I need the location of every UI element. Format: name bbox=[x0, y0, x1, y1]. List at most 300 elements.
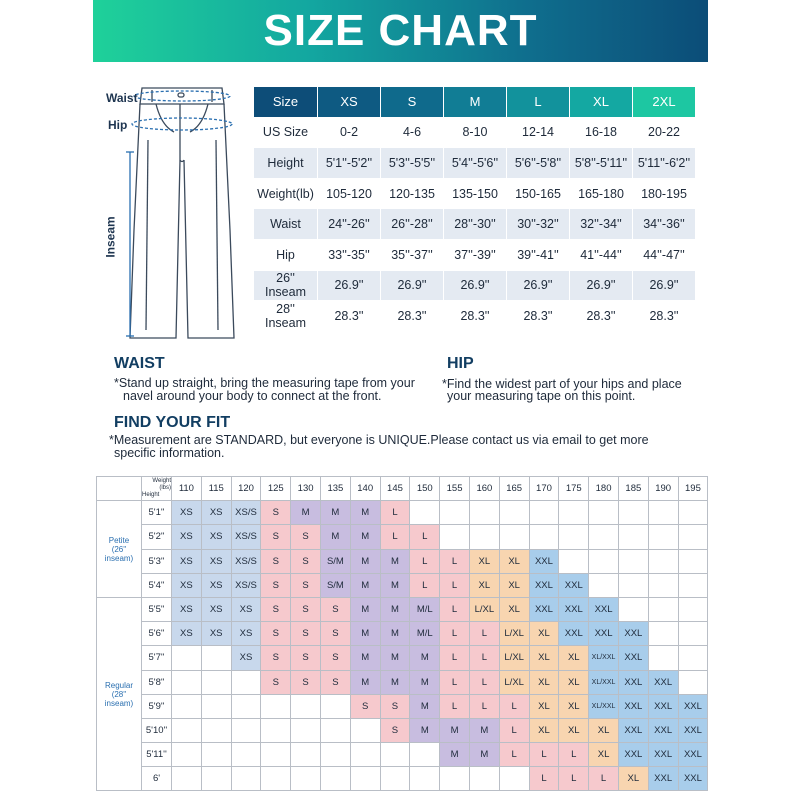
fit-size-cell: S/M bbox=[320, 549, 350, 573]
size-cell: 30''-32'' bbox=[507, 209, 570, 240]
size-cell: 105-120 bbox=[318, 179, 381, 210]
size-cell: 28.3'' bbox=[570, 301, 633, 332]
fit-size-cell: XXL bbox=[529, 597, 559, 621]
size-cell: 33''-35'' bbox=[318, 240, 381, 271]
weight-header-cell: 155 bbox=[440, 477, 470, 501]
fit-size-cell: XS/S bbox=[231, 501, 261, 525]
fit-size-cell: S/M bbox=[320, 573, 350, 597]
fit-size-cell: S bbox=[291, 597, 321, 621]
title-banner bbox=[93, 0, 708, 62]
fit-size-cell: XXL bbox=[648, 743, 678, 767]
fit-size-cell: XS bbox=[172, 525, 202, 549]
fit-size-cell: XL bbox=[589, 743, 619, 767]
fit-row bbox=[97, 694, 708, 718]
weight-header-cell: 195 bbox=[678, 477, 708, 501]
size-table bbox=[254, 87, 696, 332]
fit-size-cell: S bbox=[261, 646, 291, 670]
fit-size-cell: XL bbox=[559, 670, 589, 694]
fit-size-cell bbox=[201, 718, 231, 742]
fit-group-name: Petite bbox=[108, 535, 130, 545]
fit-size-cell bbox=[350, 718, 380, 742]
fit-size-cell: M bbox=[380, 670, 410, 694]
fit-size-cell: XL/XXL bbox=[589, 646, 619, 670]
fit-size-cell: XL bbox=[559, 694, 589, 718]
size-cell: 39''-41'' bbox=[507, 240, 570, 271]
corner-weight-label: Weight (lbs) bbox=[152, 478, 171, 492]
fit-size-cell: XXL bbox=[678, 767, 708, 791]
fit-size-cell: L bbox=[529, 767, 559, 791]
fit-size-cell: S bbox=[261, 670, 291, 694]
size-header-cell: Size bbox=[254, 87, 318, 118]
fit-size-cell bbox=[589, 525, 619, 549]
corner-height-label: Height bbox=[142, 492, 160, 499]
fit-size-cell: M bbox=[380, 622, 410, 646]
fit-size-cell: XL bbox=[559, 646, 589, 670]
fit-size-cell: L bbox=[469, 646, 499, 670]
weight-header-cell: 150 bbox=[410, 477, 440, 501]
fit-size-cell: L bbox=[410, 573, 440, 597]
height-label-cell: 5'3'' bbox=[142, 549, 172, 573]
size-cell: 26.9'' bbox=[507, 271, 570, 302]
size-cell: 28.3'' bbox=[318, 301, 381, 332]
fit-size-cell: XL bbox=[529, 670, 559, 694]
fit-size-cell: XL bbox=[529, 646, 559, 670]
fit-row bbox=[97, 646, 708, 670]
weight-header-cell: 165 bbox=[499, 477, 529, 501]
fit-size-cell: XS/S bbox=[231, 525, 261, 549]
fit-note-line1: *Measurement are STANDARD, but everyone is UNIQUE.Please contact us via email to get more bbox=[109, 433, 649, 447]
fit-size-cell: L bbox=[440, 549, 470, 573]
fit-size-cell: XL bbox=[529, 622, 559, 646]
height-label-cell: 5'9'' bbox=[142, 694, 172, 718]
hip-note-line2: your measuring tape on this point. bbox=[447, 389, 636, 403]
size-cell: 20-22 bbox=[633, 118, 696, 149]
fit-size-cell bbox=[172, 670, 202, 694]
fit-size-cell: M bbox=[350, 646, 380, 670]
fit-size-cell: XS bbox=[172, 597, 202, 621]
fit-size-cell: XS bbox=[172, 501, 202, 525]
fit-size-cell bbox=[231, 694, 261, 718]
fit-group-sub: (28'' inseam) bbox=[104, 689, 134, 708]
fit-size-cell: S bbox=[261, 525, 291, 549]
fit-size-cell: XS bbox=[172, 622, 202, 646]
fit-group-sub: (26'' inseam) bbox=[104, 544, 134, 563]
fit-size-cell: XXL bbox=[678, 718, 708, 742]
fit-size-cell: L bbox=[440, 670, 470, 694]
fit-size-cell bbox=[231, 767, 261, 791]
size-cell: 5'3''-5'5'' bbox=[381, 148, 444, 179]
fit-size-cell: XXL bbox=[678, 743, 708, 767]
fit-size-cell: XXL bbox=[648, 670, 678, 694]
fit-size-cell bbox=[291, 743, 321, 767]
fit-size-cell bbox=[291, 694, 321, 718]
size-cell: 26.9'' bbox=[381, 271, 444, 302]
size-cell: 5'11''-6'2'' bbox=[633, 148, 696, 179]
fit-size-cell bbox=[678, 549, 708, 573]
fit-size-cell bbox=[678, 501, 708, 525]
size-row-label: US Size bbox=[254, 118, 318, 149]
fit-size-cell bbox=[261, 694, 291, 718]
fit-size-cell: M bbox=[380, 597, 410, 621]
fit-size-cell bbox=[589, 501, 619, 525]
fit-size-cell: M bbox=[350, 549, 380, 573]
fit-row bbox=[97, 573, 708, 597]
fit-size-cell bbox=[261, 718, 291, 742]
weight-header-cell: 110 bbox=[172, 477, 202, 501]
size-cell: 26''-28'' bbox=[381, 209, 444, 240]
fit-size-cell: XL bbox=[469, 573, 499, 597]
size-cell: 28.3'' bbox=[633, 301, 696, 332]
fit-size-cell: L/XL bbox=[499, 622, 529, 646]
fit-size-cell bbox=[678, 670, 708, 694]
fit-empty-cell bbox=[97, 477, 142, 501]
fit-size-cell bbox=[678, 646, 708, 670]
fit-size-cell: XL bbox=[529, 694, 559, 718]
fit-size-cell: L/XL bbox=[499, 670, 529, 694]
fit-row bbox=[97, 549, 708, 573]
fit-size-cell: XXL bbox=[589, 622, 619, 646]
fit-size-cell bbox=[350, 743, 380, 767]
fit-size-cell bbox=[499, 525, 529, 549]
fit-size-cell: XS bbox=[231, 646, 261, 670]
fit-size-cell: XXL bbox=[618, 743, 648, 767]
fit-size-cell: M bbox=[291, 501, 321, 525]
fit-size-cell: M bbox=[469, 743, 499, 767]
height-label-cell: 5'5'' bbox=[142, 597, 172, 621]
fit-size-cell: S bbox=[291, 670, 321, 694]
fit-size-cell: L bbox=[529, 743, 559, 767]
fit-size-cell: L bbox=[499, 718, 529, 742]
height-label-cell: 5'8'' bbox=[142, 670, 172, 694]
fit-size-cell bbox=[678, 622, 708, 646]
size-cell: 135-150 bbox=[444, 179, 507, 210]
fit-size-cell: M bbox=[350, 670, 380, 694]
fit-size-cell: M bbox=[350, 597, 380, 621]
size-cell: 5'6''-5'8'' bbox=[507, 148, 570, 179]
fit-size-cell: XS bbox=[231, 597, 261, 621]
fit-size-cell: L bbox=[559, 767, 589, 791]
fit-row bbox=[97, 501, 708, 525]
fit-size-cell: XXL bbox=[559, 597, 589, 621]
size-cell: 44''-47'' bbox=[633, 240, 696, 271]
waist-title: WAIST bbox=[114, 355, 165, 372]
fit-size-cell: M bbox=[440, 718, 470, 742]
fit-size-cell: XL/XXL bbox=[589, 670, 619, 694]
weight-header-cell: 180 bbox=[589, 477, 619, 501]
weight-header-cell: 145 bbox=[380, 477, 410, 501]
fit-size-cell: XL bbox=[469, 549, 499, 573]
size-row-label: Height bbox=[254, 148, 318, 179]
fit-size-cell: M bbox=[410, 718, 440, 742]
weight-header-cell: 135 bbox=[320, 477, 350, 501]
size-cell: 32''-34'' bbox=[570, 209, 633, 240]
fit-size-cell bbox=[410, 743, 440, 767]
weight-header-cell: 120 bbox=[231, 477, 261, 501]
size-cell: 120-135 bbox=[381, 179, 444, 210]
fit-size-cell: XL bbox=[618, 767, 648, 791]
fit-size-cell bbox=[648, 597, 678, 621]
fit-size-cell: S bbox=[291, 549, 321, 573]
size-header-cell: S bbox=[381, 87, 444, 118]
size-table-row bbox=[254, 209, 696, 240]
fit-size-cell bbox=[529, 525, 559, 549]
fit-size-cell: XL bbox=[499, 549, 529, 573]
fit-size-cell bbox=[291, 767, 321, 791]
fit-size-cell bbox=[410, 767, 440, 791]
fit-title: FIND YOUR FIT bbox=[114, 414, 231, 431]
fit-row bbox=[97, 767, 708, 791]
fit-size-cell: M bbox=[410, 694, 440, 718]
fit-size-cell: L bbox=[469, 670, 499, 694]
size-cell: 37''-39'' bbox=[444, 240, 507, 271]
fit-size-cell bbox=[320, 743, 350, 767]
weight-header-cell: 115 bbox=[201, 477, 231, 501]
fit-row bbox=[97, 622, 708, 646]
fit-size-cell: XS/S bbox=[231, 573, 261, 597]
height-label-cell: 5'7'' bbox=[142, 646, 172, 670]
size-table-row bbox=[254, 148, 696, 179]
height-label-cell: 5'1'' bbox=[142, 501, 172, 525]
fit-size-cell bbox=[380, 743, 410, 767]
inseam-label: Inseam bbox=[103, 216, 118, 258]
weight-header-cell: 170 bbox=[529, 477, 559, 501]
fit-size-cell: XL bbox=[559, 718, 589, 742]
fit-size-cell bbox=[648, 622, 678, 646]
size-cell: 12-14 bbox=[507, 118, 570, 149]
size-cell: 180-195 bbox=[633, 179, 696, 210]
height-label-cell: 5'4'' bbox=[142, 573, 172, 597]
fit-size-cell bbox=[440, 525, 470, 549]
fit-size-cell bbox=[589, 549, 619, 573]
fit-size-cell bbox=[469, 501, 499, 525]
fit-size-cell bbox=[469, 525, 499, 549]
fit-size-cell bbox=[320, 694, 350, 718]
fit-size-cell bbox=[320, 718, 350, 742]
fit-size-cell bbox=[648, 646, 678, 670]
fit-size-cell bbox=[469, 767, 499, 791]
fit-size-cell: L bbox=[410, 549, 440, 573]
fit-size-cell bbox=[618, 573, 648, 597]
fit-size-cell: S bbox=[291, 646, 321, 670]
fit-size-cell bbox=[261, 743, 291, 767]
fit-size-cell bbox=[618, 549, 648, 573]
fit-size-cell: L bbox=[469, 622, 499, 646]
fit-size-cell: M bbox=[320, 525, 350, 549]
fit-size-cell: XS bbox=[201, 573, 231, 597]
fit-size-cell: M bbox=[350, 525, 380, 549]
size-row-label: Weight(lb) bbox=[254, 179, 318, 210]
page-title: SIZE CHART bbox=[263, 6, 538, 55]
size-table-row bbox=[254, 118, 696, 149]
size-cell: 150-165 bbox=[507, 179, 570, 210]
fit-size-cell: XL bbox=[589, 718, 619, 742]
fit-size-cell: L/XL bbox=[469, 597, 499, 621]
fit-size-cell bbox=[320, 767, 350, 791]
fit-size-cell bbox=[559, 525, 589, 549]
fit-size-cell: S bbox=[261, 573, 291, 597]
fit-size-cell bbox=[648, 573, 678, 597]
size-cell: 5'8''-5'11'' bbox=[570, 148, 633, 179]
size-table-row bbox=[254, 179, 696, 210]
fit-size-cell: XS/S bbox=[231, 549, 261, 573]
weight-header-cell: 185 bbox=[618, 477, 648, 501]
fit-size-cell bbox=[440, 501, 470, 525]
fit-size-cell: S bbox=[350, 694, 380, 718]
fit-size-cell: M bbox=[380, 549, 410, 573]
fit-size-cell bbox=[529, 501, 559, 525]
size-cell: 0-2 bbox=[318, 118, 381, 149]
fit-note-line2: specific information. bbox=[114, 446, 225, 460]
fit-size-cell bbox=[618, 501, 648, 525]
fit-size-cell: L bbox=[440, 573, 470, 597]
fit-size-cell: XXL bbox=[648, 718, 678, 742]
fit-size-cell: S bbox=[320, 597, 350, 621]
height-label-cell: 5'11'' bbox=[142, 743, 172, 767]
waist-label: Waist bbox=[106, 91, 138, 105]
fit-size-cell: L bbox=[589, 767, 619, 791]
fit-size-cell: XS bbox=[172, 573, 202, 597]
fit-size-cell bbox=[261, 767, 291, 791]
hip-note-line1: *Find the widest part of your hips and place bbox=[442, 377, 682, 391]
fit-size-cell: XL bbox=[499, 597, 529, 621]
fit-size-cell bbox=[231, 743, 261, 767]
fit-size-cell: L bbox=[440, 597, 470, 621]
fit-size-cell: M bbox=[350, 622, 380, 646]
fit-size-cell: XXL bbox=[648, 767, 678, 791]
fit-size-cell bbox=[678, 597, 708, 621]
fit-size-cell bbox=[440, 767, 470, 791]
fit-size-cell: M bbox=[320, 501, 350, 525]
fit-size-cell: XXL bbox=[648, 694, 678, 718]
fit-size-cell: M/L bbox=[410, 597, 440, 621]
size-cell: 4-6 bbox=[381, 118, 444, 149]
fit-size-cell: XXL bbox=[618, 694, 648, 718]
fit-size-cell bbox=[648, 525, 678, 549]
fit-size-cell bbox=[618, 525, 648, 549]
fit-size-cell: XXL bbox=[559, 573, 589, 597]
fit-size-cell bbox=[410, 501, 440, 525]
fit-size-cell bbox=[618, 597, 648, 621]
fit-size-cell: XXL bbox=[559, 622, 589, 646]
hip-title: HIP bbox=[447, 355, 474, 372]
size-header-cell: M bbox=[444, 87, 507, 118]
size-cell: 165-180 bbox=[570, 179, 633, 210]
fit-size-cell: XS bbox=[201, 501, 231, 525]
fit-size-cell: XL bbox=[529, 718, 559, 742]
fit-size-cell bbox=[499, 501, 529, 525]
size-table-row bbox=[254, 240, 696, 271]
fit-size-cell bbox=[172, 743, 202, 767]
fit-row bbox=[97, 597, 708, 621]
size-table-row bbox=[254, 271, 696, 302]
fit-size-cell bbox=[678, 573, 708, 597]
size-header-cell: L bbox=[507, 87, 570, 118]
size-cell: 41''-44'' bbox=[570, 240, 633, 271]
waist-note-line2: navel around your body to connect at the front. bbox=[123, 389, 382, 403]
size-cell: 35''-37'' bbox=[381, 240, 444, 271]
fit-size-cell: M bbox=[410, 670, 440, 694]
fit-size-cell: XXL bbox=[678, 694, 708, 718]
fit-size-cell: XXL bbox=[618, 670, 648, 694]
fit-size-cell: L bbox=[559, 743, 589, 767]
fit-size-cell: M bbox=[469, 718, 499, 742]
fit-size-cell: S bbox=[291, 525, 321, 549]
size-cell: 34''-36'' bbox=[633, 209, 696, 240]
weight-header-cell: 140 bbox=[350, 477, 380, 501]
fit-size-cell: S bbox=[380, 718, 410, 742]
fit-size-cell: S bbox=[291, 622, 321, 646]
size-table-header bbox=[254, 87, 696, 118]
fit-size-cell: M bbox=[350, 573, 380, 597]
fit-size-cell bbox=[291, 718, 321, 742]
fit-group-label bbox=[97, 501, 142, 598]
fit-size-cell: XS bbox=[172, 549, 202, 573]
fit-size-cell: XXL bbox=[618, 718, 648, 742]
fit-size-cell bbox=[172, 694, 202, 718]
weight-header-cell: 160 bbox=[469, 477, 499, 501]
size-cell: 26.9'' bbox=[570, 271, 633, 302]
height-label-cell: 5'10'' bbox=[142, 718, 172, 742]
size-cell: 16-18 bbox=[570, 118, 633, 149]
fit-group-label bbox=[97, 597, 142, 791]
fit-size-cell: M bbox=[380, 646, 410, 670]
height-label-cell: 5'6'' bbox=[142, 622, 172, 646]
fit-size-cell: L bbox=[499, 743, 529, 767]
size-row-label: 28'' Inseam bbox=[254, 301, 318, 332]
fit-size-cell: L/XL bbox=[499, 646, 529, 670]
size-cell: 28.3'' bbox=[444, 301, 507, 332]
fit-size-cell: XS bbox=[201, 597, 231, 621]
size-cell: 26.9'' bbox=[318, 271, 381, 302]
size-cell: 5'4''-5'6'' bbox=[444, 148, 507, 179]
fit-row bbox=[97, 525, 708, 549]
fit-size-cell: L bbox=[469, 694, 499, 718]
fit-size-cell: S bbox=[261, 622, 291, 646]
fit-size-cell bbox=[350, 767, 380, 791]
fit-size-cell: S bbox=[261, 549, 291, 573]
fit-grid bbox=[96, 476, 708, 791]
fit-size-cell: S bbox=[261, 501, 291, 525]
fit-size-cell: S bbox=[291, 573, 321, 597]
fit-size-cell: S bbox=[261, 597, 291, 621]
fit-size-cell bbox=[201, 646, 231, 670]
weight-header-cell: 125 bbox=[261, 477, 291, 501]
fit-size-cell bbox=[172, 718, 202, 742]
fit-size-cell bbox=[499, 767, 529, 791]
fit-size-cell: XL bbox=[499, 573, 529, 597]
fit-size-cell: L bbox=[410, 525, 440, 549]
fit-size-cell bbox=[201, 767, 231, 791]
fit-size-cell bbox=[678, 525, 708, 549]
fit-size-cell: L bbox=[380, 525, 410, 549]
fit-size-cell: S bbox=[320, 646, 350, 670]
size-header-cell: XL bbox=[570, 87, 633, 118]
fit-size-cell bbox=[380, 767, 410, 791]
weight-header-cell: 190 bbox=[648, 477, 678, 501]
size-cell: 5'1''-5'2'' bbox=[318, 148, 381, 179]
fit-header-row bbox=[97, 477, 708, 501]
fit-size-cell: XL/XXL bbox=[589, 694, 619, 718]
size-cell: 28''-30'' bbox=[444, 209, 507, 240]
fit-size-cell: L bbox=[440, 646, 470, 670]
fit-size-cell: XXL bbox=[589, 597, 619, 621]
fit-size-cell: S bbox=[380, 694, 410, 718]
fit-size-cell: XS bbox=[201, 622, 231, 646]
fit-size-cell bbox=[559, 501, 589, 525]
fit-size-cell bbox=[172, 767, 202, 791]
size-table-row bbox=[254, 301, 696, 332]
fit-size-cell bbox=[231, 670, 261, 694]
